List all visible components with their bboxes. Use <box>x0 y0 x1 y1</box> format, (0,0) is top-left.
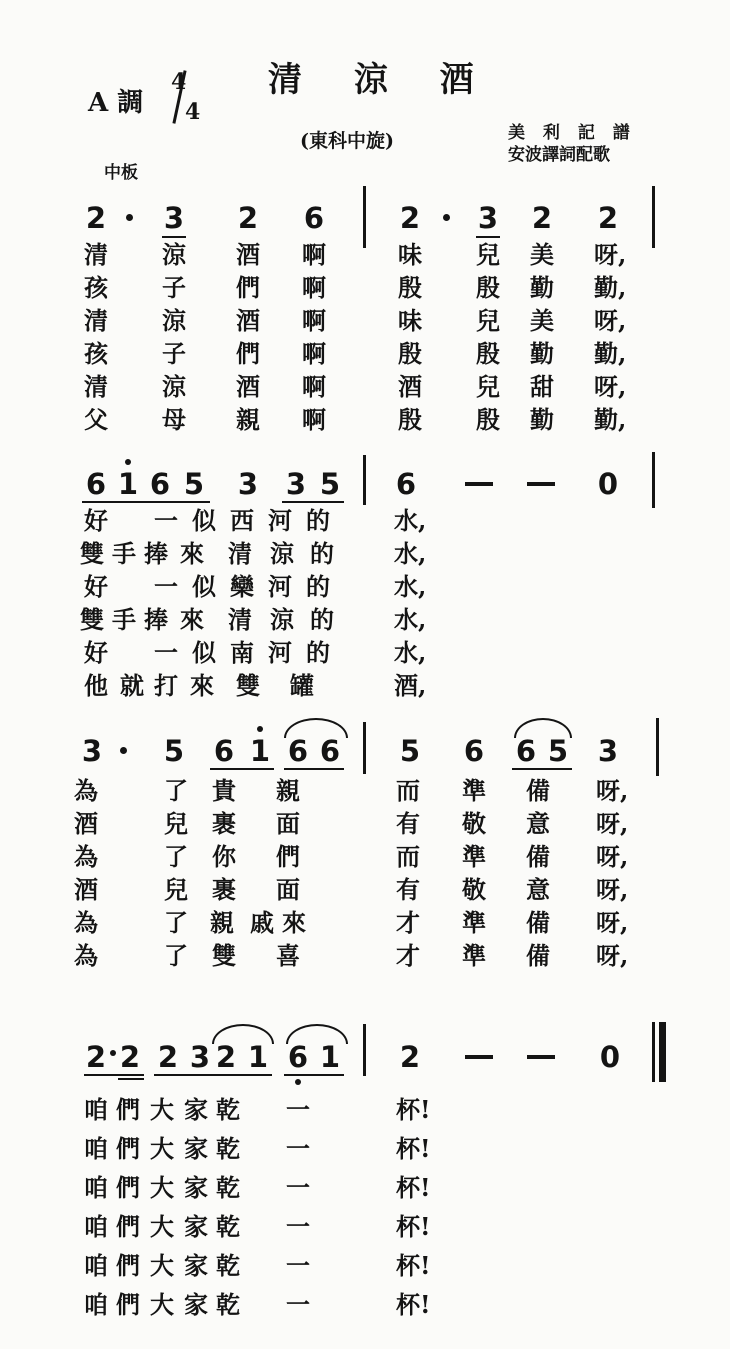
augmentation-dot <box>110 1050 116 1056</box>
lyric-char: 兒 <box>164 875 188 904</box>
lyric-char: 為 <box>74 941 98 970</box>
note: 2 <box>215 1040 237 1074</box>
lyric-char: 南 <box>230 638 254 667</box>
lyric-char: 的 <box>306 506 330 535</box>
lyric-char: 杯! <box>396 1212 431 1241</box>
note: 2 <box>119 1040 141 1074</box>
lyric-char: 酒 <box>236 372 260 401</box>
note: 5 <box>399 734 421 768</box>
lyric-char: 呀, <box>596 908 629 937</box>
lyric-char: 咱 <box>84 1134 108 1163</box>
note: 3 <box>237 467 259 501</box>
lyric-char: 才 <box>396 941 420 970</box>
octave-high-dot <box>125 459 131 465</box>
key-signature: A 調 <box>88 88 144 118</box>
lyric-char: 們 <box>236 339 260 368</box>
lyric-char: 乾 <box>216 1290 240 1319</box>
lyric-char: 味 <box>398 306 422 335</box>
lyric-char: 乾 <box>216 1095 240 1124</box>
lyric-char: 啊 <box>302 339 326 368</box>
lyric-char: 咱 <box>84 1212 108 1241</box>
note: 2 <box>531 201 553 235</box>
lyric-char: 一 <box>286 1134 310 1163</box>
lyric-char: 杯! <box>396 1290 431 1319</box>
lyric-char: 殷 <box>398 273 422 302</box>
lyric-char: 涼 <box>162 372 186 401</box>
lyric-char: 水, <box>394 506 427 535</box>
lyric-char: 雙 <box>80 539 104 568</box>
lyric-char: 有 <box>396 875 420 904</box>
note: 6 <box>149 467 171 501</box>
lyric-char: 西 <box>230 506 254 535</box>
lyric-char: 酒 <box>74 875 98 904</box>
lyric-char: 酒 <box>236 306 260 335</box>
lyric-char: 準 <box>462 842 486 871</box>
note: 5 <box>547 734 569 768</box>
hold-dash <box>465 1055 493 1059</box>
lyric-char: 手 <box>112 539 136 568</box>
lyric-char: 似 <box>192 506 216 535</box>
lyric-char: 敬 <box>462 809 486 838</box>
note: 6 <box>515 734 537 768</box>
lyric-char: 雙 <box>212 941 236 970</box>
final-barline-thick <box>659 1022 666 1082</box>
lyric-char: 了 <box>164 941 188 970</box>
note: 2 <box>157 1040 179 1074</box>
tempo-marking: 中板 <box>104 163 138 183</box>
lyric-char: 父 <box>84 405 108 434</box>
lyric-char: 啊 <box>302 273 326 302</box>
underline <box>284 768 344 770</box>
note: 2 <box>237 201 259 235</box>
lyric-char: 乾 <box>216 1173 240 1202</box>
lyric-char: 一 <box>286 1173 310 1202</box>
song-title: 清 涼 酒 <box>268 60 494 100</box>
lyric-char: 似 <box>192 638 216 667</box>
lyric-char: 的 <box>306 572 330 601</box>
barline <box>656 718 659 776</box>
underline <box>154 1074 214 1076</box>
lyric-char: 子 <box>162 273 186 302</box>
note: 2 <box>399 201 421 235</box>
lyric-char: 罐 <box>290 671 314 700</box>
lyric-char: 的 <box>306 638 330 667</box>
lyric-char: 兒 <box>476 306 500 335</box>
lyric-char: 兒 <box>476 372 500 401</box>
lyric-char: 親 <box>236 405 260 434</box>
lyric-char: 家 <box>184 1134 208 1163</box>
note: 3 <box>189 1040 211 1074</box>
note: 6 <box>85 467 107 501</box>
lyric-char: 捧 <box>144 605 168 634</box>
lyric-char: 你 <box>212 842 236 871</box>
lyric-char: 們 <box>116 1290 140 1319</box>
lyric-char: 了 <box>164 908 188 937</box>
note: 0 <box>597 467 619 501</box>
lyric-char: 啊 <box>302 372 326 401</box>
lyric-char: 殷 <box>476 273 500 302</box>
lyric-char: 們 <box>116 1212 140 1241</box>
lyric-char: 似 <box>192 572 216 601</box>
final-barline-thin <box>652 1022 655 1082</box>
augmentation-dot <box>120 747 127 754</box>
lyric-char: 一 <box>154 638 178 667</box>
lyric-char: 面 <box>276 809 300 838</box>
lyric-char: 勤, <box>594 273 627 302</box>
octave-high-dot <box>257 726 263 732</box>
lyric-char: 親 <box>276 776 300 805</box>
lyric-char: 清 <box>228 539 252 568</box>
lyric-char: 們 <box>116 1095 140 1124</box>
lyric-char: 殷 <box>398 405 422 434</box>
lyric-char: 們 <box>116 1134 140 1163</box>
lyric-char: 們 <box>116 1173 140 1202</box>
note: 0 <box>599 1040 621 1074</box>
lyric-char: 勤, <box>594 405 627 434</box>
lyric-char: 家 <box>184 1290 208 1319</box>
lyric-char: 準 <box>462 908 486 937</box>
lyric-char: 備 <box>526 842 550 871</box>
note: 6 <box>287 1040 309 1074</box>
lyric-char: 呀, <box>596 809 629 838</box>
lyric-char: 殷 <box>398 339 422 368</box>
note: 6 <box>319 734 341 768</box>
octave-low-dot <box>295 1079 301 1085</box>
lyric-char: 水, <box>394 638 427 667</box>
underline <box>118 1078 144 1080</box>
lyric-char: 而 <box>396 842 420 871</box>
lyric-char: 味 <box>398 240 422 269</box>
lyric-char: 手 <box>112 605 136 634</box>
lyric-char: 呀, <box>594 240 627 269</box>
underline <box>512 768 572 770</box>
barline <box>363 722 366 774</box>
lyric-char: 勤 <box>530 405 554 434</box>
barline <box>652 186 655 248</box>
barline <box>363 186 366 248</box>
note: 5 <box>183 467 205 501</box>
lyric-char: 來 <box>180 605 204 634</box>
lyric-char: 打 <box>154 671 178 700</box>
lyric-char: 大 <box>150 1212 174 1241</box>
note: 1 <box>247 1040 269 1074</box>
lyric-char: 捧 <box>144 539 168 568</box>
lyric-char: 呀, <box>596 875 629 904</box>
underline <box>210 768 274 770</box>
lyric-char: 美 <box>530 240 554 269</box>
lyric-char: 清 <box>84 306 108 335</box>
lyric-char: 大 <box>150 1095 174 1124</box>
lyric-char: 河 <box>268 638 292 667</box>
lyric-char: 清 <box>228 605 252 634</box>
note: 5 <box>319 467 341 501</box>
lyric-char: 涼 <box>270 539 294 568</box>
lyric-char: 呀, <box>596 776 629 805</box>
lyric-char: 來 <box>180 539 204 568</box>
note: 2 <box>399 1040 421 1074</box>
lyric-char: 們 <box>116 1251 140 1280</box>
lyric-char: 雙 <box>80 605 104 634</box>
lyric-char: 一 <box>154 506 178 535</box>
lyric-char: 呀, <box>596 842 629 871</box>
lyric-char: 酒 <box>74 809 98 838</box>
note: 6 <box>287 734 309 768</box>
credit-notation: 美 利 記 譜 <box>508 123 636 143</box>
lyric-char: 家 <box>184 1212 208 1241</box>
lyric-char: 備 <box>526 776 550 805</box>
lyric-char: 勤 <box>530 339 554 368</box>
lyric-char: 準 <box>462 941 486 970</box>
lyric-char: 家 <box>184 1095 208 1124</box>
lyric-char: 水, <box>394 605 427 634</box>
lyric-char: 大 <box>150 1251 174 1280</box>
note: 1 <box>319 1040 341 1074</box>
lyric-char: 杯! <box>396 1095 431 1124</box>
lyric-char: 大 <box>150 1134 174 1163</box>
lyric-char: 好 <box>84 572 108 601</box>
lyric-char: 們 <box>276 842 300 871</box>
underline <box>284 1074 344 1076</box>
lyric-char: 子 <box>162 339 186 368</box>
lyric-char: 家 <box>184 1251 208 1280</box>
lyric-char: 他 <box>84 671 108 700</box>
lyric-char: 大 <box>150 1290 174 1319</box>
note: 6 <box>395 467 417 501</box>
underline <box>212 1074 272 1076</box>
augmentation-dot <box>126 214 133 221</box>
lyric-char: 裹 <box>212 875 236 904</box>
lyric-char: 酒 <box>236 240 260 269</box>
lyric-char: 酒 <box>398 372 422 401</box>
note: 3 <box>163 201 185 235</box>
lyric-char: 孩 <box>84 273 108 302</box>
lyric-char: 為 <box>74 842 98 871</box>
lyric-char: 了 <box>164 842 188 871</box>
lyric-char: 涼 <box>270 605 294 634</box>
lyric-char: 準 <box>462 776 486 805</box>
lyric-char: 意 <box>526 809 550 838</box>
lyric-char: 一 <box>286 1290 310 1319</box>
lyric-char: 戚 <box>250 908 274 937</box>
lyric-char: 咱 <box>84 1290 108 1319</box>
lyric-char: 清 <box>84 240 108 269</box>
lyric-char: 美 <box>530 306 554 335</box>
note: 2 <box>85 1040 107 1074</box>
lyric-char: 呀, <box>594 306 627 335</box>
credit-lyrics: 安波譯詞配歌 <box>508 145 610 165</box>
barline <box>363 455 366 505</box>
lyric-char: 來 <box>190 671 214 700</box>
lyric-char: 乾 <box>216 1134 240 1163</box>
note: 3 <box>285 467 307 501</box>
barline <box>363 1024 366 1076</box>
lyric-char: 殷 <box>476 339 500 368</box>
lyric-char: 貴 <box>212 776 236 805</box>
hold-dash <box>527 482 555 486</box>
lyric-char: 呀, <box>594 372 627 401</box>
augmentation-dot <box>443 214 450 221</box>
lyric-char: 啊 <box>302 405 326 434</box>
lyric-char: 大 <box>150 1173 174 1202</box>
lyric-char: 水, <box>394 572 427 601</box>
lyric-char: 為 <box>74 776 98 805</box>
lyric-char: 酒, <box>394 671 427 700</box>
underline <box>282 501 344 503</box>
lyric-char: 家 <box>184 1173 208 1202</box>
lyric-char: 乾 <box>216 1251 240 1280</box>
lyric-char: 喜 <box>276 941 300 970</box>
note: 6 <box>463 734 485 768</box>
lyric-char: 一 <box>286 1212 310 1241</box>
lyric-char: 清 <box>84 372 108 401</box>
lyric-char: 來 <box>282 908 306 937</box>
lyric-char: 而 <box>396 776 420 805</box>
underline <box>84 1074 144 1076</box>
lyric-char: 一 <box>154 572 178 601</box>
lyric-char: 啊 <box>302 240 326 269</box>
barline <box>652 452 655 508</box>
lyric-char: 了 <box>164 776 188 805</box>
lyric-char: 咱 <box>84 1095 108 1124</box>
note: 1 <box>249 734 271 768</box>
lyric-char: 好 <box>84 506 108 535</box>
lyric-char: 甜 <box>530 372 554 401</box>
note: 2 <box>597 201 619 235</box>
lyric-char: 涼 <box>162 306 186 335</box>
lyric-char: 啊 <box>302 306 326 335</box>
note: 3 <box>81 734 103 768</box>
note: 1 <box>117 467 139 501</box>
lyric-char: 親 <box>210 908 234 937</box>
lyric-char: 的 <box>310 605 334 634</box>
lyric-char: 面 <box>276 875 300 904</box>
lyric-char: 雙 <box>236 671 260 700</box>
lyric-char: 備 <box>526 941 550 970</box>
lyric-char: 好 <box>84 638 108 667</box>
lyric-char: 的 <box>310 539 334 568</box>
lyric-char: 河 <box>268 506 292 535</box>
note: 3 <box>597 734 619 768</box>
underline <box>82 501 210 503</box>
hold-dash <box>527 1055 555 1059</box>
note: 2 <box>85 201 107 235</box>
note: 5 <box>163 734 185 768</box>
lyric-char: 水, <box>394 539 427 568</box>
lyric-char: 兒 <box>164 809 188 838</box>
lyric-char: 備 <box>526 908 550 937</box>
lyric-char: 殷 <box>476 405 500 434</box>
lyric-char: 杯! <box>396 1173 431 1202</box>
lyric-char: 母 <box>162 405 186 434</box>
time-signature-denominator: 4 <box>185 99 201 125</box>
lyric-char: 杯! <box>396 1134 431 1163</box>
note: 3 <box>477 201 499 235</box>
underline <box>476 236 500 238</box>
note: 6 <box>213 734 235 768</box>
lyric-char: 意 <box>526 875 550 904</box>
lyric-char: 勤, <box>594 339 627 368</box>
lyric-char: 裹 <box>212 809 236 838</box>
underline <box>162 236 186 238</box>
lyric-char: 咱 <box>84 1251 108 1280</box>
lyric-char: 河 <box>268 572 292 601</box>
lyric-char: 兒 <box>476 240 500 269</box>
lyric-char: 們 <box>236 273 260 302</box>
note: 6 <box>303 201 325 235</box>
lyric-char: 呀, <box>596 941 629 970</box>
lyric-char: 乾 <box>216 1212 240 1241</box>
lyric-char: 就 <box>120 671 144 700</box>
lyric-char: 杯! <box>396 1251 431 1280</box>
lyric-char: 欒 <box>230 572 254 601</box>
lyric-char: 勤 <box>530 273 554 302</box>
lyric-char: 為 <box>74 908 98 937</box>
song-origin: (東科中旋) <box>300 130 394 152</box>
lyric-char: 一 <box>286 1095 310 1124</box>
time-signature-numerator: 4 <box>171 69 187 95</box>
lyric-char: 敬 <box>462 875 486 904</box>
lyric-char: 才 <box>396 908 420 937</box>
hold-dash <box>465 482 493 486</box>
lyric-char: 涼 <box>162 240 186 269</box>
lyric-char: 孩 <box>84 339 108 368</box>
lyric-char: 有 <box>396 809 420 838</box>
lyric-char: 一 <box>286 1251 310 1280</box>
lyric-char: 咱 <box>84 1173 108 1202</box>
